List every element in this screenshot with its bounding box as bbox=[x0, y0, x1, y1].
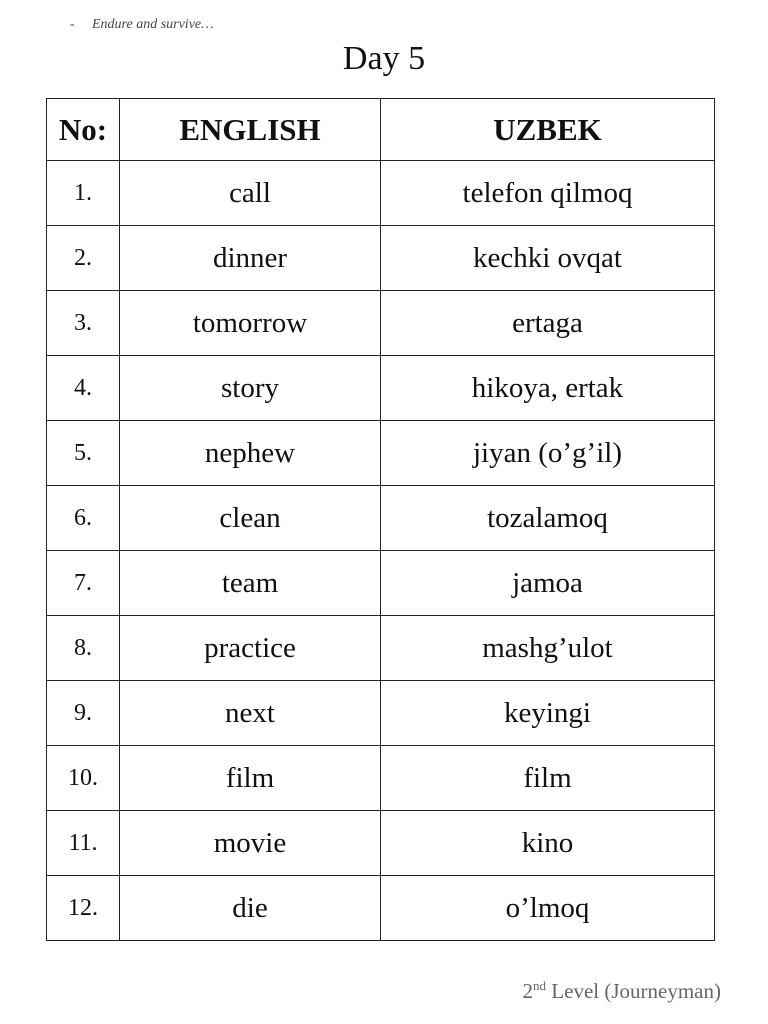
row-number: 1. bbox=[47, 161, 120, 226]
table-row bbox=[47, 681, 715, 746]
row-number: 10. bbox=[47, 746, 120, 811]
table-row bbox=[47, 551, 715, 616]
header-dash: - bbox=[70, 17, 75, 32]
uzbek-word: kino bbox=[381, 811, 715, 876]
uzbek-word: jamoa bbox=[381, 551, 715, 616]
uzbek-word: telefon qilmoq bbox=[381, 161, 715, 226]
row-number: 7. bbox=[47, 551, 120, 616]
row-number: 3. bbox=[47, 291, 120, 356]
row-number: 12. bbox=[47, 876, 120, 941]
uzbek-word: hikoya, ertak bbox=[381, 356, 715, 421]
vocabulary-table bbox=[46, 98, 715, 941]
uzbek-word: mashg’ulot bbox=[381, 616, 715, 681]
row-number: 4. bbox=[47, 356, 120, 421]
uzbek-word: tozalamoq bbox=[381, 486, 715, 551]
level-suffix: nd bbox=[533, 978, 547, 993]
uzbek-word: ertaga bbox=[381, 291, 715, 356]
english-word: team bbox=[120, 551, 381, 616]
level-name: (Journeyman) bbox=[604, 979, 721, 1003]
level-label: Level bbox=[551, 979, 600, 1003]
row-number: 11. bbox=[47, 811, 120, 876]
table-header-row bbox=[47, 99, 715, 161]
row-number: 6. bbox=[47, 486, 120, 551]
row-number: 2. bbox=[47, 226, 120, 291]
table-row bbox=[47, 356, 715, 421]
english-word: dinner bbox=[120, 226, 381, 291]
table-row bbox=[47, 226, 715, 291]
table-row bbox=[47, 161, 715, 226]
uzbek-word: jiyan (o’g’il) bbox=[381, 421, 715, 486]
table-row bbox=[47, 616, 715, 681]
english-word: next bbox=[120, 681, 381, 746]
table-row bbox=[47, 291, 715, 356]
english-word: practice bbox=[120, 616, 381, 681]
table-row bbox=[47, 876, 715, 941]
header-note bbox=[70, 17, 214, 33]
column-header-english: ENGLISH bbox=[120, 99, 381, 161]
uzbek-word: o’lmoq bbox=[381, 876, 715, 941]
table-row bbox=[47, 421, 715, 486]
row-number: 5. bbox=[47, 421, 120, 486]
table-row bbox=[47, 746, 715, 811]
english-word: movie bbox=[120, 811, 381, 876]
english-word: story bbox=[120, 356, 381, 421]
english-word: die bbox=[120, 876, 381, 941]
page-title: Day 5 bbox=[342, 40, 426, 77]
english-word: nephew bbox=[120, 421, 381, 486]
level-number: 2 bbox=[522, 979, 534, 1003]
uzbek-word: keyingi bbox=[381, 681, 715, 746]
table-row bbox=[47, 486, 715, 551]
row-number: 8. bbox=[47, 616, 120, 681]
column-header-no: No: bbox=[47, 99, 120, 161]
english-word: tomorrow bbox=[120, 291, 381, 356]
english-word: clean bbox=[120, 486, 381, 551]
header-note-text: Endure and survive… bbox=[92, 17, 214, 32]
footer-level bbox=[523, 979, 721, 1004]
table-row bbox=[47, 811, 715, 876]
english-word: call bbox=[120, 161, 381, 226]
uzbek-word: film bbox=[381, 746, 715, 811]
column-header-uzbek: UZBEK bbox=[381, 99, 715, 161]
row-number: 9. bbox=[47, 681, 120, 746]
uzbek-word: kechki ovqat bbox=[381, 226, 715, 291]
english-word: film bbox=[120, 746, 381, 811]
